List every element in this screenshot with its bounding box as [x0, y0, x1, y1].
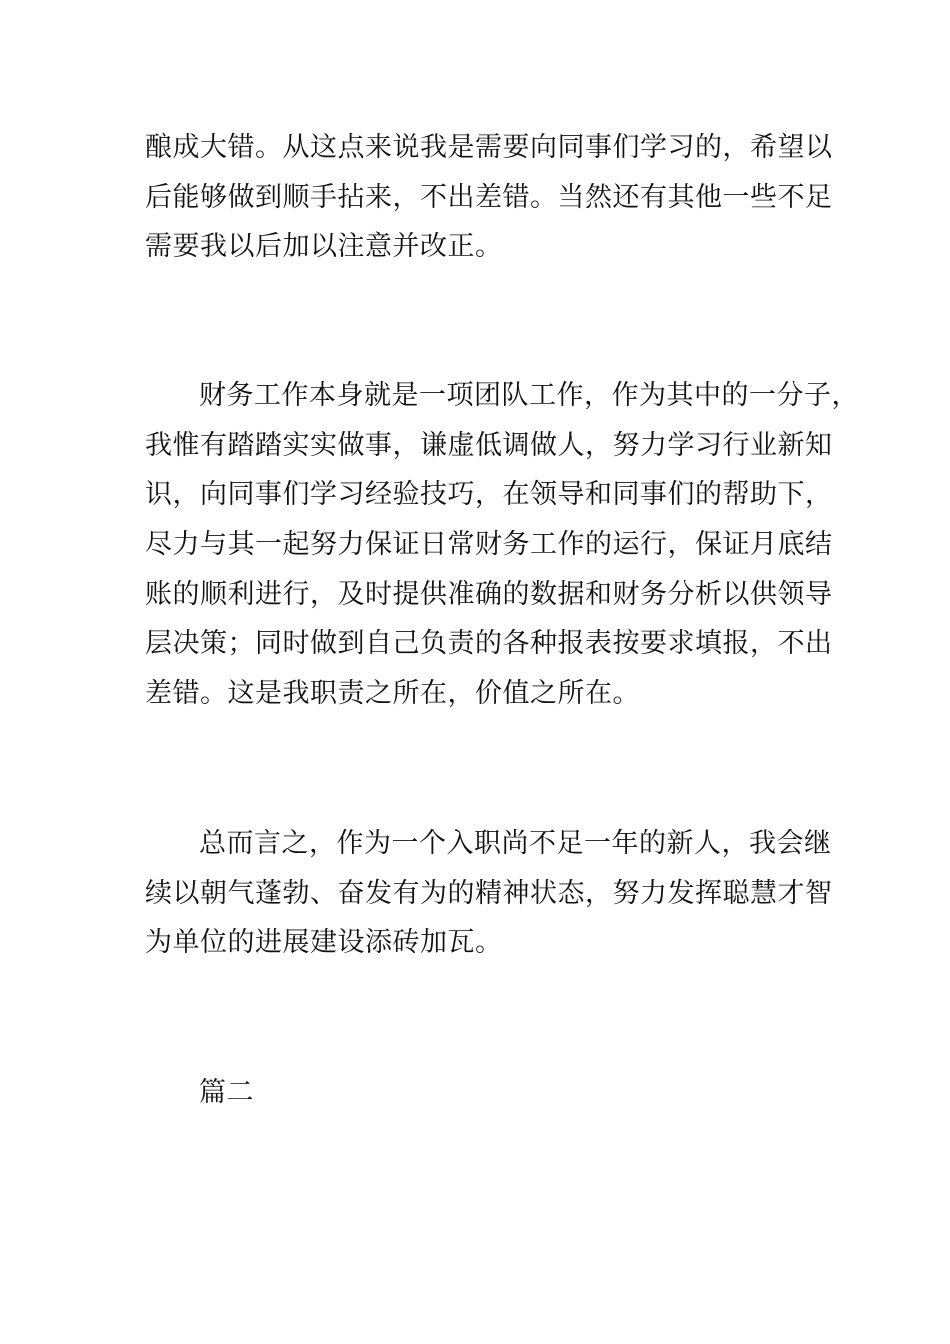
paragraph-2-line-3: 识，向同事们学习经验技巧，在领导和同事们的帮助下， — [145, 479, 833, 510]
paragraph-1-line-3: 需要我以后加以注意并改正。 — [145, 231, 503, 262]
paragraph-1-line-2: 后能够做到顺手拈来，不出差错。当然还有其他一些不足 — [145, 182, 833, 213]
paragraph-2-line-4: 尽力与其一起努力保证日常财务工作的运行，保证月底结 — [145, 529, 833, 560]
paragraph-2-line-1: 财务工作本身就是一项团队工作，作为其中的一分子， — [199, 380, 859, 411]
paragraph-3-line-2: 续以朝气蓬勃、奋发有为的精神状态，努力发挥聪慧才智 — [145, 878, 833, 909]
paragraph-2-line-5: 账的顺利进行，及时提供准确的数据和财务分析以供领导 — [145, 579, 833, 610]
paragraph-3-line-1: 总而言之，作为一个入职尚不足一年的新人，我会继 — [199, 828, 832, 859]
paragraph-2-line-7: 差错。这是我职责之所在，价值之所在。 — [145, 678, 640, 709]
paragraph-2-line-2: 我惟有踏踏实实做事，谦虚低调做人，努力学习行业新知 — [145, 430, 833, 461]
paragraph-2-line-6: 层决策；同时做到自己负责的各种报表按要求填报，不出 — [145, 628, 833, 659]
section-heading: 篇二 — [199, 1077, 254, 1108]
paragraph-1-line-1: 酿成大错。从这点来说我是需要向同事们学习的，希望以 — [145, 132, 833, 163]
paragraph-3-line-3: 为单位的进展建设添砖加瓦。 — [145, 927, 503, 958]
